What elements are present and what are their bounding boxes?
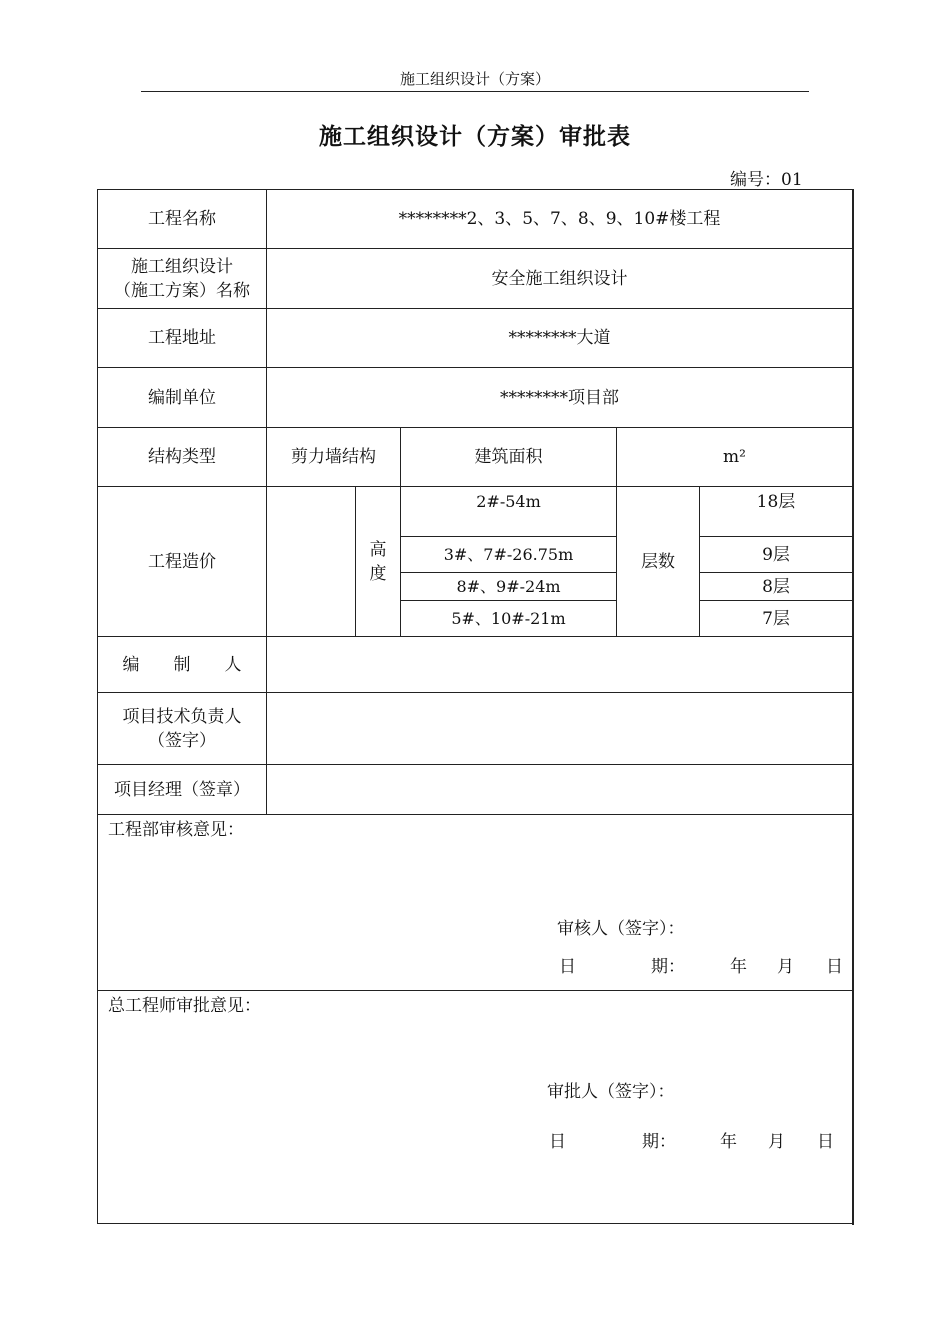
area-value: m² xyxy=(723,447,746,467)
chief-date-period: 期： xyxy=(642,1132,676,1152)
unit-label: 编制单位 xyxy=(148,387,216,408)
unit-value: ********项目部 xyxy=(500,387,619,408)
engineering-date-period: 期： xyxy=(651,957,685,977)
design-name-label-line1: 施工组织设计 xyxy=(131,256,233,277)
floors-value: 18层 xyxy=(756,492,796,512)
engineering-date-year: 年 xyxy=(730,957,747,977)
chief-reviewer-signature: 审批人（签字）： xyxy=(547,1082,675,1102)
chief-date-year: 年 xyxy=(720,1132,737,1152)
frame-shadow xyxy=(852,189,854,1225)
height-label-char2: 度 xyxy=(369,563,387,584)
floors-value: 9层 xyxy=(762,544,790,565)
structure-value: 剪力墙结构 xyxy=(291,447,376,467)
floors-label: 层数 xyxy=(641,551,675,572)
author-label: 编 制 人 xyxy=(122,654,242,675)
tech-lead-signature-field[interactable] xyxy=(267,693,852,764)
area-label: 建筑面积 xyxy=(474,447,543,467)
chief-date-month: 月 xyxy=(768,1132,785,1152)
document-title: 施工组织设计（方案）审批表 xyxy=(319,124,631,150)
address-value: ********大道 xyxy=(508,328,611,348)
height-value: 5#、10#-21m xyxy=(451,608,566,628)
author-field[interactable] xyxy=(267,637,852,692)
height-label-char1: 高 xyxy=(369,539,387,560)
design-name-label-line2: （施工方案）名称 xyxy=(114,280,250,301)
engineering-date-month: 月 xyxy=(777,957,794,977)
design-name-label xyxy=(98,249,266,308)
engineering-date-day: 日 xyxy=(826,957,843,977)
tech-lead-label xyxy=(98,693,266,764)
chief-review-heading: 总工程师审批意见： xyxy=(108,996,261,1016)
tech-lead-label-line1: 项目技术负责人 xyxy=(122,706,242,727)
engineering-review-heading: 工程部审核意见： xyxy=(108,820,244,840)
floors-value: 8层 xyxy=(762,576,790,597)
running-header: 施工组织设计（方案） xyxy=(399,70,550,88)
project-name-value: ********2、3、5、7、8、9、10#楼工程 xyxy=(398,208,721,229)
address-label: 工程地址 xyxy=(148,328,216,348)
project-name-label: 工程名称 xyxy=(148,208,216,229)
design-name-value: 安全施工组织设计 xyxy=(491,268,628,289)
chief-date-label: 日 xyxy=(549,1132,566,1152)
chief-date-day: 日 xyxy=(817,1132,834,1152)
manager-label: 项目经理（签章） xyxy=(114,779,250,800)
manager-signature-field[interactable] xyxy=(267,765,852,814)
height-value: 3#、7#-26.75m xyxy=(443,544,574,564)
document-number: 编号：01 xyxy=(730,170,803,190)
engineering-date-label: 日 xyxy=(559,957,576,977)
engineering-reviewer-signature: 审核人（签字）： xyxy=(557,919,685,939)
height-label xyxy=(356,487,400,636)
cost-label: 工程造价 xyxy=(148,551,216,572)
tech-lead-label-line2: （签字） xyxy=(148,730,216,751)
header-rule xyxy=(141,91,809,92)
height-value: 8#、9#-24m xyxy=(456,576,561,596)
structure-label: 结构类型 xyxy=(148,447,216,467)
height-value: 2#-54m xyxy=(476,492,541,511)
floors-value: 7层 xyxy=(762,608,790,629)
